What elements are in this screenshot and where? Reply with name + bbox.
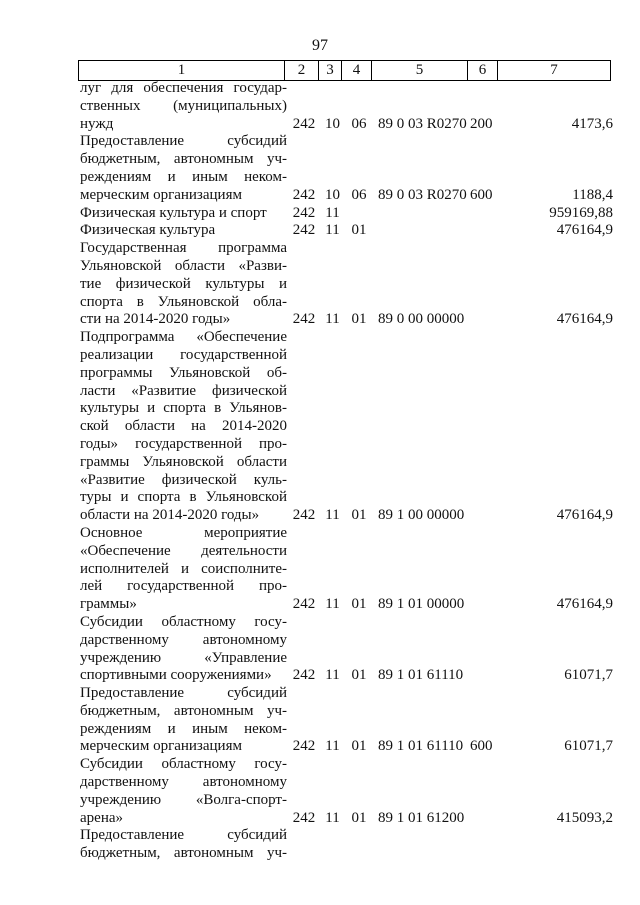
row-name-line: дарственному автономному bbox=[80, 631, 287, 648]
row-cell-c7: 4173,6 bbox=[571, 115, 613, 132]
header-col-7: 7 bbox=[497, 61, 611, 80]
row-cell-c6: 200 bbox=[470, 115, 493, 132]
row-name-line: ласти «Развитие физической bbox=[80, 382, 287, 399]
row-cell-c2: 242 bbox=[292, 222, 316, 239]
row-name-line: исполнителей и соисполните- bbox=[80, 560, 287, 577]
row-name-line: бюджетным, автономным уч- bbox=[80, 151, 287, 168]
row-name-line: бюджетным, автономным уч- bbox=[80, 702, 287, 719]
row-name-line: сти на 2014-2020 годы» bbox=[80, 311, 231, 328]
table-row bbox=[0, 756, 640, 827]
row-name-line: реждениям и иным неком- bbox=[80, 720, 287, 737]
row-name-line: спорта в Ульяновской обла- bbox=[80, 293, 287, 310]
row-name-line: Предоставление субсидий bbox=[80, 133, 287, 150]
row-name bbox=[80, 133, 287, 204]
row-cell-c5: 89 0 03 R0270 bbox=[378, 186, 467, 203]
row-name-line: дарственному автономному bbox=[80, 774, 287, 791]
row-name-line: учреждению «Управление bbox=[80, 649, 287, 666]
row-cell-c2: 242 bbox=[292, 186, 316, 203]
row-cell-c2: 242 bbox=[292, 311, 316, 328]
row-cell-c5: 89 1 01 61110 bbox=[378, 667, 464, 684]
row-name bbox=[80, 222, 287, 240]
row-cell-c5: 89 0 00 00000 bbox=[378, 311, 465, 328]
header-col-3: 3 bbox=[318, 61, 341, 80]
table-row bbox=[0, 240, 640, 329]
row-cell-c5: 89 0 03 R0270 bbox=[378, 115, 467, 132]
table-row bbox=[0, 827, 640, 863]
row-cell-c7: 476164,9 bbox=[556, 596, 613, 613]
row-name-line: Предоставление субсидий bbox=[80, 685, 287, 702]
row-name-line: культуры и спорта в Ульянов- bbox=[80, 400, 287, 417]
row-cell-c7: 959169,88 bbox=[549, 204, 613, 221]
row-cell-c4: 01 bbox=[351, 738, 367, 755]
row-name-line: программы Ульяновской об- bbox=[80, 364, 287, 381]
row-cell-c2: 242 bbox=[292, 738, 316, 755]
row-name-line: мерческим организациям bbox=[80, 186, 242, 203]
table-row bbox=[0, 80, 640, 133]
row-cell-c3: 11 bbox=[325, 222, 340, 239]
row-name-line: арена» bbox=[80, 809, 124, 826]
row-cell-c6: 600 bbox=[470, 738, 493, 755]
row-cell-c7: 476164,9 bbox=[556, 222, 613, 239]
row-name-line: учреждению «Волга-спорт- bbox=[80, 791, 287, 808]
row-cell-c5: 89 1 00 00000 bbox=[378, 507, 465, 524]
row-cell-c5: 89 1 01 61110 bbox=[378, 738, 464, 755]
header-col-5: 5 bbox=[371, 61, 467, 80]
row-name bbox=[80, 240, 287, 329]
table-row bbox=[0, 205, 640, 223]
row-name-line: «Развитие физической куль- bbox=[80, 471, 287, 488]
row-cell-c5: 89 1 01 61200 bbox=[378, 809, 465, 826]
header-col-4: 4 bbox=[341, 61, 371, 80]
table-row bbox=[0, 133, 640, 204]
table-row bbox=[0, 329, 640, 525]
page-number: 97 bbox=[312, 37, 328, 54]
row-name-line: области на 2014-2020 годы» bbox=[80, 507, 260, 524]
row-cell-c4: 01 bbox=[351, 222, 367, 239]
row-cell-c3: 11 bbox=[325, 809, 340, 826]
row-name-line: тие физической культуры и bbox=[80, 275, 287, 292]
row-name bbox=[80, 756, 287, 827]
row-cell-c4: 01 bbox=[351, 507, 367, 524]
row-cell-c7: 476164,9 bbox=[556, 311, 613, 328]
row-cell-c3: 11 bbox=[325, 204, 340, 221]
row-cell-c7: 415093,2 bbox=[556, 809, 613, 826]
row-name-line: Государственная программа bbox=[80, 240, 287, 257]
table-body bbox=[0, 80, 640, 863]
row-name-line: ской области на 2014-2020 bbox=[80, 418, 287, 435]
row-cell-c3: 10 bbox=[325, 186, 340, 203]
row-cell-c4: 01 bbox=[351, 596, 367, 613]
row-name-line: годы» государственной про- bbox=[80, 435, 287, 452]
table-row bbox=[0, 525, 640, 614]
row-cell-c5: 89 1 01 00000 bbox=[378, 596, 465, 613]
row-cell-c3: 10 bbox=[325, 115, 340, 132]
row-cell-c4: 06 bbox=[351, 115, 367, 132]
header-col-2: 2 bbox=[284, 61, 318, 80]
row-name-line: луг для обеспечения государ- bbox=[80, 80, 287, 96]
row-name-line: спортивными сооружениями» bbox=[80, 667, 272, 684]
row-name-line: бюджетным, автономным уч- bbox=[80, 845, 287, 862]
row-cell-c3: 11 bbox=[325, 311, 340, 328]
header-col-6: 6 bbox=[467, 61, 497, 80]
row-cell-c2: 242 bbox=[292, 507, 316, 524]
row-cell-c3: 11 bbox=[325, 667, 340, 684]
row-name-line: Ульяновской области «Разви- bbox=[80, 257, 287, 274]
row-name-line: «Обеспечение деятельности bbox=[80, 542, 287, 559]
row-name-line: мерческим организациям bbox=[80, 738, 242, 755]
row-name-line: реждениям и иным неком- bbox=[80, 168, 287, 185]
row-name bbox=[80, 329, 287, 525]
row-cell-c2: 242 bbox=[292, 667, 316, 684]
row-cell-c4: 06 bbox=[351, 186, 367, 203]
row-cell-c7: 61071,7 bbox=[564, 667, 613, 684]
header-col-1: 1 bbox=[78, 61, 284, 80]
row-name-line: Физическая культура и спорт bbox=[80, 204, 267, 221]
row-name-line: туры и спорта в Ульяновской bbox=[80, 489, 287, 506]
row-cell-c6: 600 bbox=[470, 186, 493, 203]
row-name bbox=[80, 80, 287, 133]
row-cell-c7: 1188,4 bbox=[572, 186, 613, 203]
row-name-line: Основное мероприятие bbox=[80, 524, 287, 541]
row-name bbox=[80, 685, 287, 756]
row-cell-c3: 11 bbox=[325, 738, 340, 755]
row-name-line: Физическая культура bbox=[80, 222, 216, 239]
row-cell-c2: 242 bbox=[292, 115, 316, 132]
row-cell-c2: 242 bbox=[292, 809, 316, 826]
row-name-line: Подпрограмма «Обеспечение bbox=[80, 329, 287, 346]
table-row bbox=[0, 614, 640, 685]
row-cell-c2: 242 bbox=[292, 596, 316, 613]
row-name-line: Субсидии областному госу- bbox=[80, 613, 287, 630]
row-cell-c7: 61071,7 bbox=[564, 738, 613, 755]
row-cell-c4: 01 bbox=[351, 809, 367, 826]
row-name-line: реализации государственной bbox=[80, 346, 287, 363]
row-name-line: Субсидии областному госу- bbox=[80, 756, 287, 773]
row-name-line: лей государственной про- bbox=[80, 578, 287, 595]
row-name-line: граммы» bbox=[80, 596, 137, 613]
row-cell-c4: 01 bbox=[351, 667, 367, 684]
row-cell-c4: 01 bbox=[351, 311, 367, 328]
row-name bbox=[80, 614, 287, 685]
table-row bbox=[0, 222, 640, 240]
row-cell-c7: 476164,9 bbox=[556, 507, 613, 524]
table-row bbox=[0, 685, 640, 756]
row-name-line: граммы Ульяновской области bbox=[80, 453, 287, 470]
row-name-line: нужд bbox=[80, 115, 114, 132]
table-header bbox=[78, 60, 611, 81]
row-name-line: Предоставление субсидий bbox=[80, 827, 287, 844]
row-cell-c3: 11 bbox=[325, 596, 340, 613]
row-name bbox=[80, 827, 287, 863]
row-name-line: ственных (муниципальных) bbox=[80, 97, 287, 114]
row-cell-c2: 242 bbox=[292, 204, 316, 221]
row-name bbox=[80, 525, 287, 614]
row-name bbox=[80, 205, 287, 223]
row-cell-c3: 11 bbox=[325, 507, 340, 524]
